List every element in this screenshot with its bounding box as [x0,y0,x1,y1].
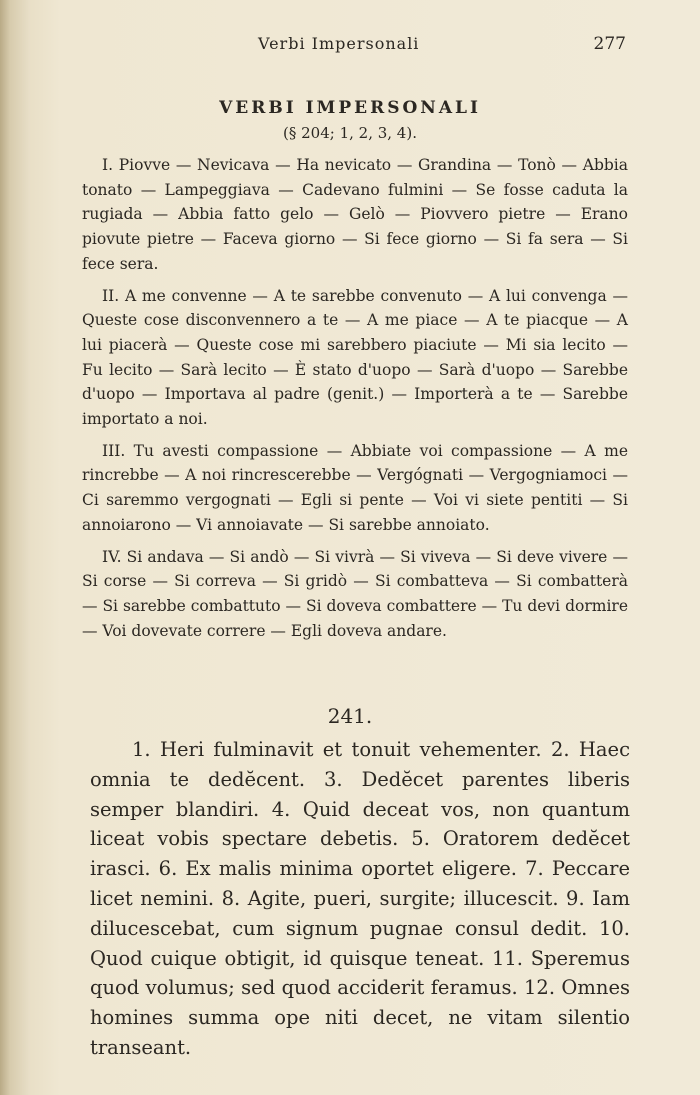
section-title: VERBI IMPERSONALI [219,98,481,118]
page-header [60,34,640,58]
section-reference: (§ 204; 1, 2, 3, 4). [283,124,417,142]
latin-exercise-text: 1. Heri fulminavit et tonuit vehementer. 2. Haec omnia te dedĕcent. 3. Dedĕcet parentes liberis semper blandiri. 4. Quid deceat vos, non quantum liceat vobis spectare debetis. 5. Oratorem dedĕcet irasci. 6. Ex malis minima oportet eligere. 7. Peccare licet nemini. 8. Agite, pueri, surgite; illucescit. 9. Iam dilucescebat, cum signum pugnae consul dedit. 10. Quod cuique obtigit, id quisque teneat. 11. Speremus quod volumus; sed quod acciderit feramus. 12. Omnes homines summa ope niti decet, ne vitam silentio transeant. [90,738,630,1059]
exercise-number: 241. [327,704,373,728]
exercise-paragraph-ii: II. A me convenne — A te sarebbe convenuto — A lui convenga — Queste cose disconvennero a te — A me piace — A te piacque — A lui piacerà — Queste cose mi sarebbero piaciute — Mi sia lecito — Fu lecito — Sarà lecito — È stato d'uopo — Sarà d'uopo — Sarebbe d'uopo — Importava al padre (genit.) — Importerà a te — Sarebbe importato a noi. [82,286,628,429]
exercise-paragraph-iv: IV. Si andava — Si andò — Si vivrà — Si viveva — Si deve vivere — Si corse — Si correva — Si gridò — Si combatteva — Si combatterà — Si sarebbe combattuto — Si doveva combattere — Tu devi dormire — Voi dovevate correre — Egli doveva andare. [82,547,628,640]
italian-exercise [82,153,628,650]
page-gutter [0,0,30,1095]
exercise-paragraph-iii: III. Tu avesti compassione — Abbiate voi compassione — A me rincrebbe — A noi rincrescerebbe — Vergógnati — Vergogniamoci — Ci saremmo vergognati — Egli si pente — Voi vi siete pentiti — Si annoiarono — Vi annoiavate — Si sarebbe annoiato. [82,441,628,534]
page-number: 277 [593,34,626,54]
running-head: Verbi Impersonali [258,34,420,53]
exercise-paragraph-i: I. Piovve — Nevicava — Ha nevicato — Grandina — Tonò — Abbia tonato — Lampeggiava — Cadevano fulmini — Se fosse caduta la rugiada — Abbia fatto gelo — Gelò — Piovvero pietre — Erano piovute pietre — Faceva giorno — Si fece giorno — Si fa sera — Si fece sera. [82,156,628,273]
